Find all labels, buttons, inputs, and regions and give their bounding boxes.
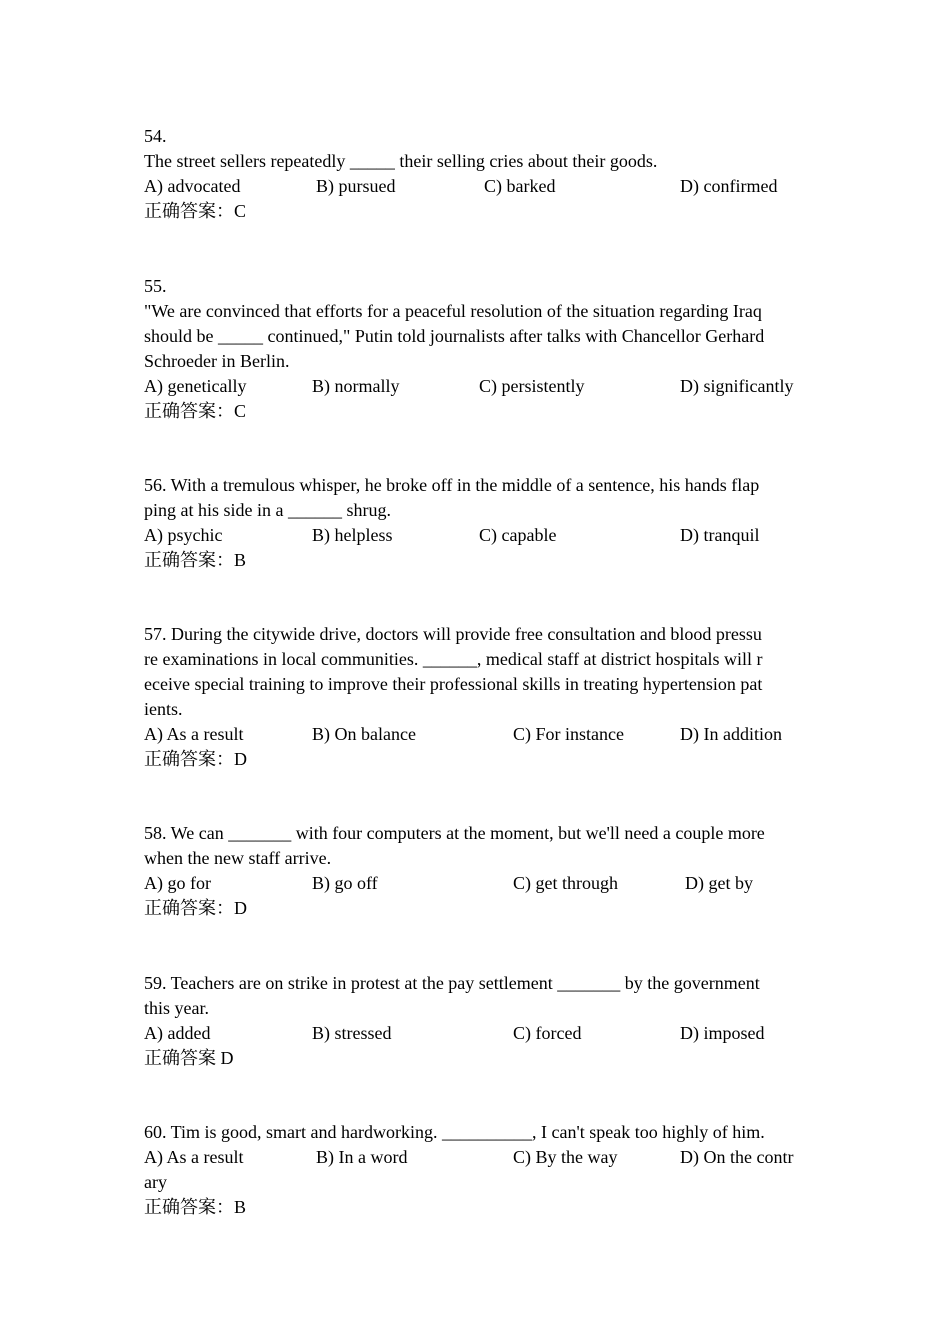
question-54-text: The street sellers repeatedly _____ their selling cries about their goods. bbox=[144, 151, 658, 171]
question-58-option-b: B) go off bbox=[312, 873, 378, 893]
question-55-text-line-3: Schroeder in Berlin. bbox=[144, 351, 290, 371]
question-59-answer: 正确答案 D bbox=[144, 1048, 234, 1068]
question-60-option-d-continuation: ary bbox=[144, 1172, 167, 1192]
question-59-text-line-2: this year. bbox=[144, 998, 209, 1018]
question-57-text-line-4: ients. bbox=[144, 699, 183, 719]
question-57-option-c: C) For instance bbox=[513, 724, 624, 744]
question-56-option-c: C) capable bbox=[479, 525, 557, 545]
question-59-text-line-1: 59. Teachers are on strike in protest at the pay settlement _______ by the government bbox=[144, 973, 760, 993]
question-58-text-line-1: 58. We can _______ with four computers at the moment, but we'll need a couple more bbox=[144, 823, 765, 843]
question-57-option-d: D) In addition bbox=[680, 724, 782, 744]
question-60-option-b: B) In a word bbox=[316, 1147, 408, 1167]
question-60-text: 60. Tim is good, smart and hardworking. __________, I can't speak too highly of him. bbox=[144, 1122, 765, 1142]
question-57-text-line-2: re examinations in local communities. ______, medical staff at district hospitals will r bbox=[144, 649, 763, 669]
question-54-answer: 正确答案：C bbox=[144, 201, 247, 221]
question-54-option-d: D) confirmed bbox=[680, 176, 778, 196]
question-56-option-a: A) psychic bbox=[144, 525, 223, 545]
question-59-option-b: B) stressed bbox=[312, 1023, 392, 1043]
question-60-answer: 正确答案：B bbox=[144, 1197, 247, 1217]
question-56-answer: 正确答案：B bbox=[144, 550, 247, 570]
question-57-option-a: A) As a result bbox=[144, 724, 244, 744]
question-57-text-line-3: eceive special training to improve their professional skills in treating hypertension pat bbox=[144, 674, 763, 694]
question-55-option-b: B) normally bbox=[312, 376, 400, 396]
question-55-number: 55. bbox=[144, 276, 167, 296]
question-60-option-a: A) As a result bbox=[144, 1147, 244, 1167]
question-56-option-b: B) helpless bbox=[312, 525, 393, 545]
question-57-answer: 正确答案：D bbox=[144, 749, 247, 769]
question-55-option-c: C) persistently bbox=[479, 376, 585, 396]
question-59-option-d: D) imposed bbox=[680, 1023, 765, 1043]
question-55-text-line-2: should be _____ continued," Putin told journalists after talks with Chancellor Gerhard bbox=[144, 326, 765, 346]
question-58-option-d: D) get by bbox=[685, 873, 753, 893]
question-58-text-line-2: when the new staff arrive. bbox=[144, 848, 332, 868]
question-54-option-a: A) advocated bbox=[144, 176, 241, 196]
question-57-option-b: B) On balance bbox=[312, 724, 416, 744]
question-55-answer: 正确答案：C bbox=[144, 401, 247, 421]
question-59-option-c: C) forced bbox=[513, 1023, 582, 1043]
question-58-option-c: C) get through bbox=[513, 873, 618, 893]
question-59-option-a: A) added bbox=[144, 1023, 211, 1043]
question-55-text-line-1: "We are convinced that efforts for a peaceful resolution of the situation regarding Iraq bbox=[144, 301, 762, 321]
question-54-option-b: B) pursued bbox=[316, 176, 396, 196]
question-57-text-line-1: 57. During the citywide drive, doctors will provide free consultation and blood pressu bbox=[144, 624, 762, 644]
question-60-option-d: D) On the contr bbox=[680, 1147, 794, 1167]
question-54-option-c: C) barked bbox=[484, 176, 556, 196]
question-58-option-a: A) go for bbox=[144, 873, 211, 893]
question-60-option-c: C) By the way bbox=[513, 1147, 618, 1167]
question-56-text-line-2: ping at his side in a ______ shrug. bbox=[144, 500, 391, 520]
question-55-option-d: D) significantly bbox=[680, 376, 794, 396]
question-56-option-d: D) tranquil bbox=[680, 525, 760, 545]
question-54-number: 54. bbox=[144, 126, 167, 146]
question-56-text-line-1: 56. With a tremulous whisper, he broke off in the middle of a sentence, his hands flap bbox=[144, 475, 760, 495]
question-55-option-a: A) genetically bbox=[144, 376, 247, 396]
question-58-answer: 正确答案：D bbox=[144, 898, 247, 918]
